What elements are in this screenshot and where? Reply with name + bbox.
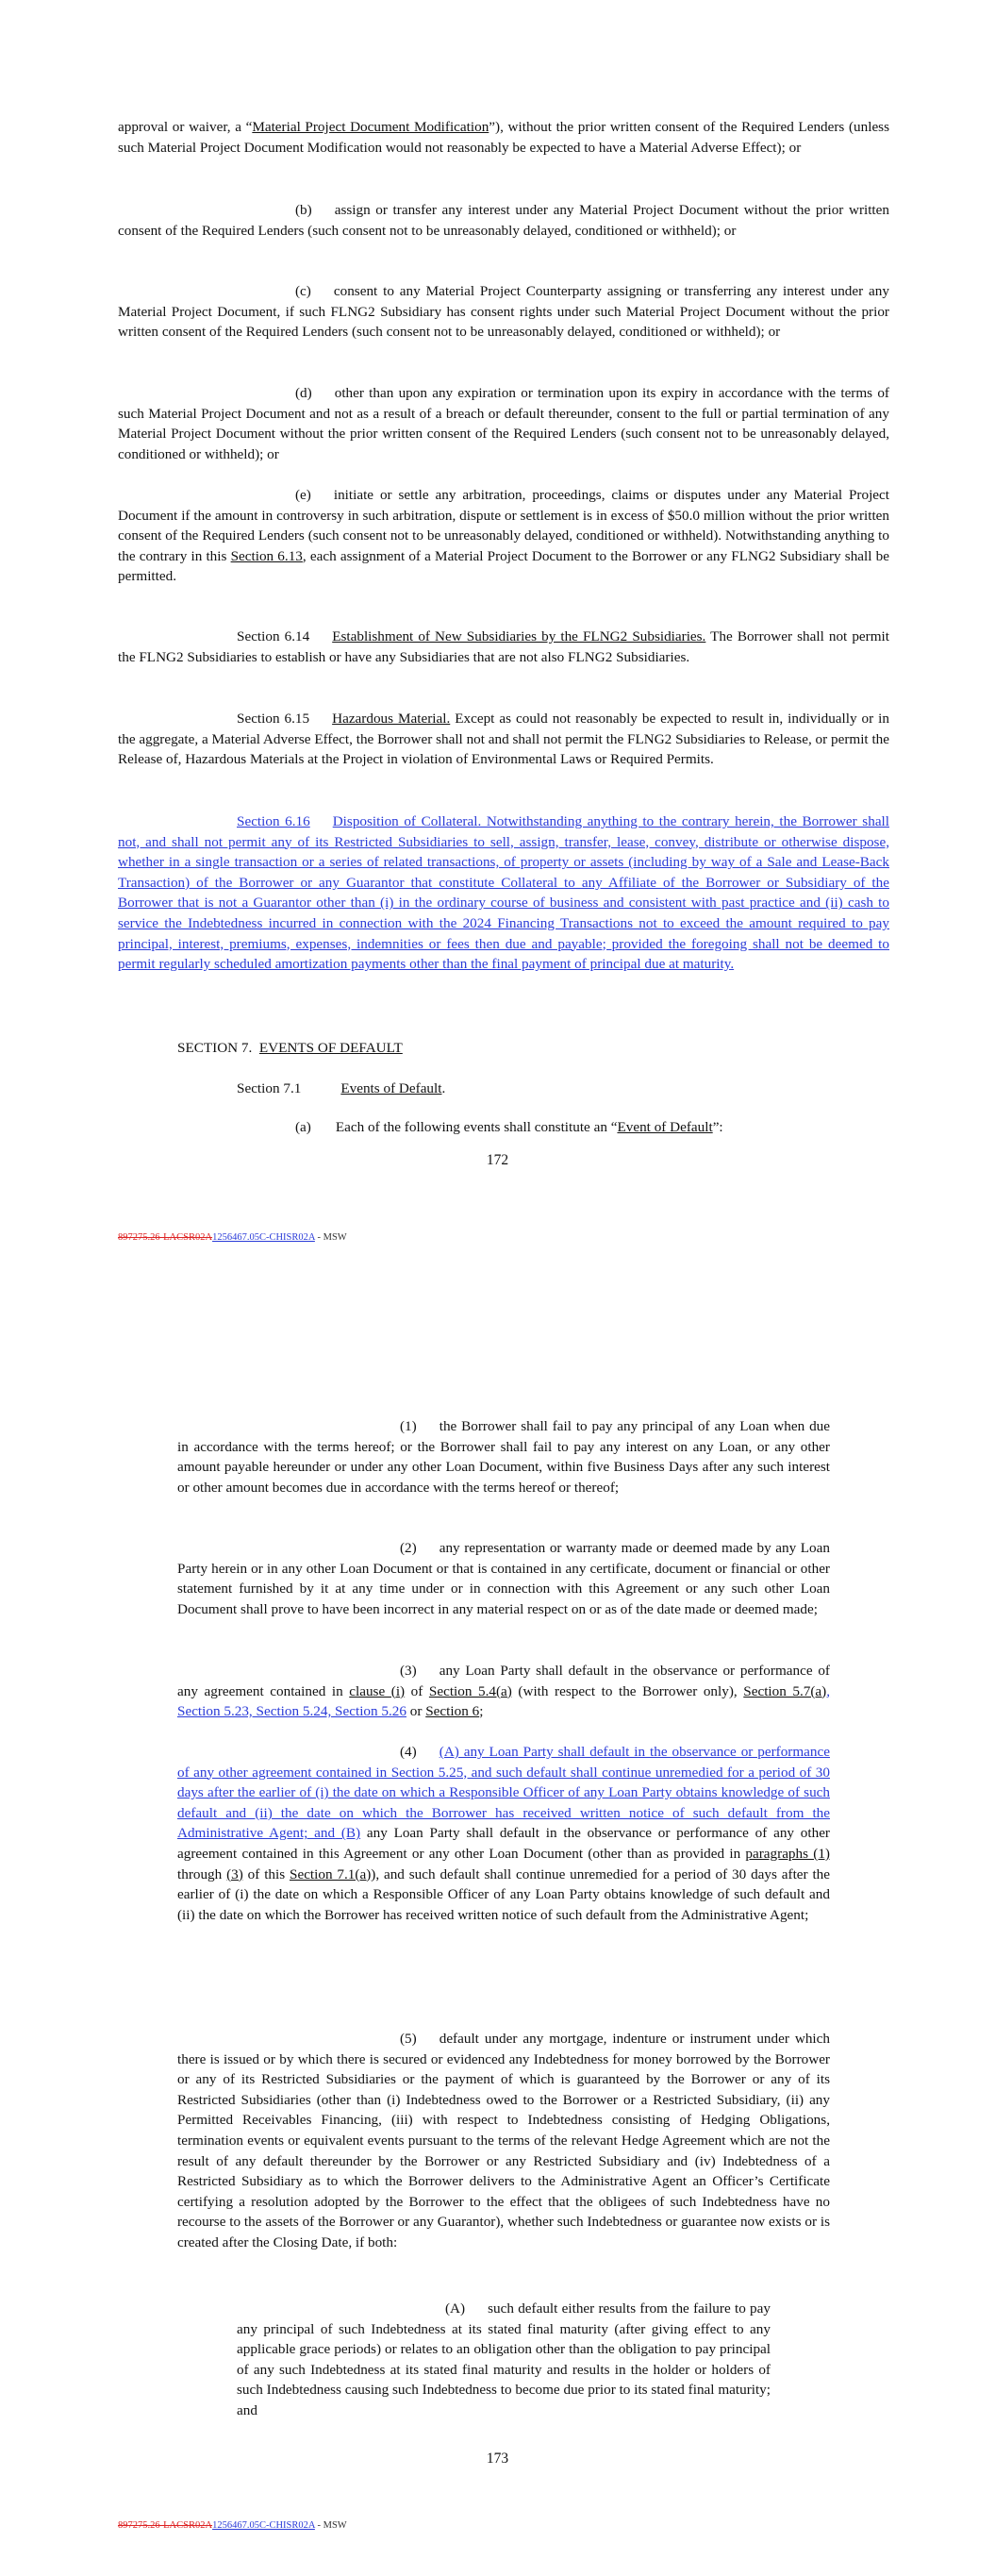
section-reference: Section 7.1(a)	[290, 1865, 372, 1882]
paragraph-text: initiate or settle any arbitration, proceedings, claims or disputes under any Material Project Document if the amount in controversy in such arbitration, dispute or settlement is in excess of $50.0 million without the prior written consent of the Required Lenders (such consent not to be unreasonably delayed, conditioned or withheld). Notwithstanding anything to the contrary in this	[118, 487, 889, 564]
paragraph-text: any representation or warranty made or deemed made by any Loan Party herein or in any other Loan Document or that is contained in any certificate, document or financial or other statement furnished by it at any time under or in connection with this Agreement or any such other Loan Document shall prove to have been incorrect in any material respect on or as of the date made or deemed made;	[177, 1540, 830, 1617]
clause-label: (5)	[400, 2031, 417, 2047]
paragraph-d	[118, 383, 889, 464]
document-footer	[118, 1232, 347, 1243]
inserted-text: , Section 5.23, Section 5.24, Section 5.26	[177, 1682, 831, 1720]
inserted-doc-id: 1256467.05C-CHISR02A	[212, 2520, 315, 2531]
clause-label: (3)	[400, 1663, 417, 1679]
paragraph-c	[118, 281, 889, 343]
section-7-heading	[177, 1038, 837, 1059]
deleted-doc-id: 897275.26-LACSR02A	[118, 2520, 213, 2531]
paragraph-text: assign or transfer any interest under any Material Project Document without the prior written consent of the Required Lenders (such consent not to be unreasonably delayed, conditioned or withheld); or	[118, 202, 889, 239]
section-reference: Section 5.4(a)	[428, 1682, 512, 1699]
item-3	[177, 1661, 830, 1722]
paragraph-text: , each assignment of a Material Project Document to the Borrower or any FLNG2 Subsidiary shall be permitted.	[118, 547, 889, 585]
section-title: Establishment of New Subsidiaries by the FLNG2 Subsidiaries.	[332, 628, 706, 644]
paragraph-text: Each of the following events shall constitute an “	[335, 1119, 618, 1135]
inserted-text: Disposition of Collateral. Notwithstanding anything to the contrary herein, the Borrower shall not, and shall not permit any of its Restricted Subsidiaries to sell, assign, transfer, lease, convey, distribute or otherwise dispose, whether in a single transaction or a series of related transactions, of property or assets (including by way of a Sale and Lease-Back Transaction) of the Borrower or any Guarantor that constitute Collateral to any Affiliate of the Borrower or Subsidiary of the Borrower that is not a Guarantor other than (i) in the ordinary course of business and consistent with past practice and (ii) cash to service the Indebtedness incurred in connection with the 2024 Financing Transactions not to exceed the amount required to pay principal, interest, premiums, expenses, indemnities or fees then due and payable; provided the foregoing shall not be deemed to permit regularly scheduled amortization payments other than the final payment of principal due at maturity.	[118, 813, 889, 973]
section-number: Section 6.14	[237, 628, 310, 644]
document-footer	[118, 2520, 347, 2531]
clause-label: (a)	[295, 1119, 311, 1135]
inserted-doc-id: 1256467.05C-CHISR02A	[212, 1232, 315, 1243]
section-reference: Section 6.13	[230, 547, 303, 564]
clause-reference: clause (i)	[349, 1682, 406, 1699]
paragraph-reference: (3)	[226, 1865, 243, 1882]
item-1	[177, 1416, 830, 1497]
paragraph-b	[118, 200, 889, 241]
paragraph-text: or	[406, 1703, 426, 1720]
section-6-14	[118, 627, 889, 667]
footer-suffix: - MSW	[314, 1232, 347, 1243]
paragraph-text: such default either results from the failure to pay any principal of such Indebtedness at its stated final maturity (after giving effect to any applicable grace periods) or relates to an obligation other than the obligation to pay principal of any such Indebtedness at its stated final maturity and results in the holder or holders of such Indebtedness causing such Indebtedness to become due prior to its stated final maturity; and	[237, 2300, 771, 2418]
section-number: Section 7.1	[237, 1080, 302, 1096]
paragraph-e	[118, 485, 889, 587]
paragraph-text: the Borrower shall fail to pay any principal of any Loan when due in accordance with the terms hereof; or the Borrower shall fail to pay any interest on any Loan, or any other amount payable hereunder or under any other Loan Document, within five Business Days after any such interest or other amount becomes due in accordance with the terms hereof or thereof;	[177, 1418, 830, 1496]
paragraph-text: default under any mortgage, indenture or instrument under which there is issued or by which there is secured or evidenced any Indebtedness for money borrowed by the Borrower or any of its Restricted Subsidiaries or the payment of which is guaranteed by the Borrower or any of its Restricted Subsidiaries (other than (i) Indebtedness owed to the Borrower or a Restricted Subsidiary, (ii) any Permitted Receivables Financing, (iii) with respect to Indebtedness consisting of Hedging Obligations, termination events or equivalent events pursuant to the terms of the relevant Hedge Agreement which are not the result of any default thereunder by the Borrower or any Restricted Subsidiary and (iv) Indebtedness of a Restricted Subsidiary as to which the Borrower delivers to the Administrative Agent an Officer’s Certificate certifying a resolution adopted by the Borrower to the effect that the obligees of such Indebtedness have no recourse to the assets of the Borrower or any Guarantor), whether such Indebtedness or guarantee now exists or is created after the Closing Date, if both:	[177, 2031, 830, 2250]
page-number: 173	[486, 2451, 509, 2467]
paragraph-text: any Loan Party shall default in the observance or performance of any agreement contained in	[177, 1663, 830, 1699]
clause-label: (e)	[295, 487, 311, 503]
paragraph-text: of	[405, 1682, 429, 1699]
paragraph-text: ”), without the prior written consent of the Required Lenders (unless such Material Project Document Modification would not reasonably be expected to have a Material Adverse Effect); or	[118, 119, 890, 156]
paragraph-text: through	[177, 1865, 227, 1882]
defined-term: Event of Default	[617, 1119, 713, 1135]
paragraph-text: Except as could not reasonably be expected to result in, individually or in the aggregate, a Material Adverse Effect, the Borrower shall not and shall not permit the FLNG2 Subsidiaries to Release, or permit the Release of, Hazardous Materials at the Project in violation of Environmental Laws or Required Permits.	[118, 711, 889, 768]
paragraph-text: other than upon any expiration or termination upon its expiry in accordance with the terms of such Material Project Document and not as a result of a breach or default thereunder, consent to the full or partial termination of any Material Project Document without the prior written consent of the Required Lenders (such consent not to be unreasonably delayed, conditioned or withheld); or	[118, 385, 889, 462]
paragraph-text: approval or waiver, a “	[118, 119, 253, 135]
section-number: Section 6.15	[237, 711, 310, 727]
clause-label: (4)	[400, 1744, 417, 1760]
page-number: 172	[486, 1152, 509, 1168]
section-7-1-heading	[237, 1079, 803, 1099]
paragraph-text: (with respect to the Borrower only),	[511, 1682, 744, 1699]
paragraph-text: ”:	[712, 1119, 723, 1135]
section-6-16-inserted	[118, 811, 889, 975]
section-6-15	[118, 709, 889, 770]
item-4	[177, 1742, 830, 1925]
paragraph-text: of this	[242, 1865, 290, 1882]
section-reference: Section 6	[425, 1703, 480, 1720]
clause-label: (1)	[400, 1418, 417, 1434]
section-number: SECTION 7.	[177, 1040, 253, 1056]
item-5-A	[237, 2299, 771, 2421]
paragraph-a-continuation	[118, 117, 889, 158]
paragraph-text: consent to any Material Project Counterparty assigning or transferring any interest under any Material Project Document, if such FLNG2 Subsidiary has consent rights under such Material Project Document without the prior written consent of the Required Lenders (such consent not to be unreasonably delayed, conditioned or withheld); or	[118, 283, 889, 341]
defined-term: Material Project Document Modification	[252, 119, 489, 135]
clause-label: (d)	[295, 385, 312, 401]
clause-label: (2)	[400, 1540, 417, 1556]
inserted-text: (A) any Loan Party shall default in the observance or performance of any other agreement contained in Section 5.25, and such default shall continue unremedied for a period of 30 days after the earlier of (i) the date on which a Responsible Officer of any Loan Party obtains knowledge of such default and (ii) the date on which the Borrower has received written notice of such default from the Administrative Agent; and (B)	[177, 1744, 830, 1842]
section-title: Hazardous Material.	[332, 711, 451, 727]
paragraph-text: any Loan Party shall default in the observance or performance of any other agreement contained in this Agreement or any other Loan Document (other than as provided in	[177, 1825, 830, 1862]
punctuation: ;	[479, 1703, 484, 1720]
paragraph-text: ), and such default shall continue unremedied for a period of 30 days after the earlier of (i) the date on which a Responsible Officer of any Loan Party obtains knowledge of such default and (ii) the date on which the Borrower has received written notice of such default from the Administrative Agent;	[177, 1865, 830, 1923]
punctuation: .	[441, 1080, 446, 1096]
clause-label: (b)	[295, 202, 312, 218]
footer-suffix: - MSW	[314, 2520, 347, 2531]
clause-label: (A)	[445, 2300, 466, 2317]
item-5	[177, 2029, 830, 2253]
document-page-173	[0, 1288, 995, 2576]
clause-label: (c)	[295, 283, 311, 299]
section-title: EVENTS OF DEFAULT	[258, 1040, 403, 1056]
section-7-1-a	[295, 1117, 899, 1138]
section-title: Events of Default	[340, 1080, 442, 1096]
section-number: Section 6.16	[237, 813, 310, 829]
paragraph-reference: paragraphs (1)	[745, 1845, 830, 1862]
section-reference: Section 5.7(a)	[743, 1682, 827, 1699]
deleted-doc-id: 897275.26-LACSR02A	[118, 1232, 213, 1243]
paragraph-text: The Borrower shall not permit the FLNG2 Subsidiaries to establish or have any Subsidiaries that are not also FLNG2 Subsidiaries.	[118, 628, 889, 665]
item-2	[177, 1538, 830, 1619]
